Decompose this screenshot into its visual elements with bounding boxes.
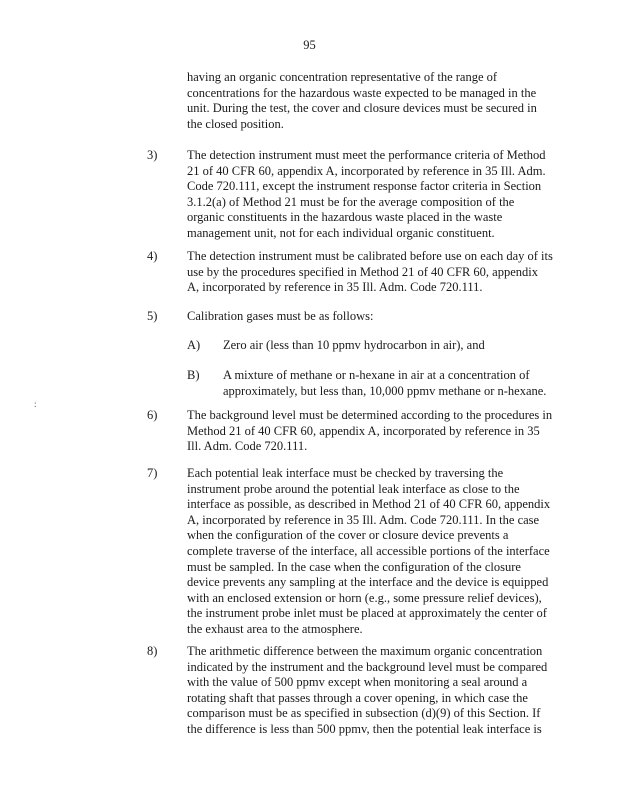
item-paragraph xyxy=(187,644,547,738)
text-line: management unit, not for each individual organic constituent. xyxy=(187,225,495,240)
text-line: interface as possible, as described in Method 21 of 40 CFR 60, appendix xyxy=(187,497,551,512)
text-line: complete traverse of the interface, all accessible portions of the interface xyxy=(187,543,550,558)
item-number: 4) xyxy=(147,249,158,263)
text-line: instrument probe around the potential leak interface as close to the xyxy=(187,481,520,496)
text-line: Each potential leak interface must be checked by traversing the xyxy=(187,466,504,480)
text-line: the closed position. xyxy=(187,116,284,131)
page-number: 95 xyxy=(303,38,316,52)
text-line: 21 of 40 CFR 60, appendix A, incorporated by reference in 35 Ill. Adm. xyxy=(187,163,546,178)
text-line: The detection instrument must be calibrated before use on each day of its xyxy=(187,249,553,263)
text-line: with an enclosed extension or horn (e.g., some pressure relief devices), xyxy=(187,590,542,605)
text-line: Calibration gases must be as follows: xyxy=(187,309,374,323)
text-line: The detection instrument must meet the performance criteria of Method xyxy=(187,148,546,162)
item-paragraph xyxy=(187,466,550,638)
text-line: Code 720.111, except the instrument response factor criteria in Section xyxy=(187,179,542,194)
text-line: having an organic concentration representative of the range of xyxy=(187,70,498,84)
subitem-letter: B) xyxy=(187,368,200,382)
text-line: 3.1.2(a) of Method 21 must be for the average composition of the xyxy=(187,194,515,209)
item-number: 5) xyxy=(147,309,158,323)
text-line: comparison must be as specified in subsection (d)(9) of this Section. If xyxy=(187,706,541,721)
text-line: Zero air (less than 10 ppmv hydrocarbon in air), and xyxy=(223,338,485,352)
text-line: device prevents any sampling at the interface and the device is equipped xyxy=(187,575,549,590)
text-line: the difference is less than 500 ppmv, then the potential leak interface is xyxy=(187,721,542,736)
text-line: A mixture of methane or n-hexane in air at a concentration of xyxy=(223,368,530,382)
text-line: rotating shaft that passes through a cover opening, in which case the xyxy=(187,690,528,705)
text-line: The background level must be determined according to the procedures in xyxy=(187,408,553,422)
item-paragraph xyxy=(187,408,552,455)
item-number: 8) xyxy=(147,644,158,658)
subitem-paragraph xyxy=(223,368,546,399)
text-line: unit. During the test, the cover and closure devices must be secured in xyxy=(187,101,537,116)
text-line: approximately, but less than, 10,000 ppmv methane or n-hexane. xyxy=(223,383,547,398)
continuation-paragraph xyxy=(187,70,537,132)
subitem-paragraph xyxy=(223,338,485,354)
text-line: with the value of 500 ppmv except when monitoring a seal around a xyxy=(187,675,528,690)
text-line: indicated by the instrument and the background level must be compared xyxy=(187,659,548,674)
text-line: A, incorporated by reference in 35 Ill. Adm. Code 720.111. xyxy=(187,280,483,295)
text-line: must be sampled. In the case when the configuration of the closure xyxy=(187,559,521,574)
text-line: the exhaust area to the atmosphere. xyxy=(187,621,363,636)
item-paragraph xyxy=(187,148,546,242)
text-line: the instrument probe inlet must be placed at approximately the center of xyxy=(187,606,547,621)
text-line: The arithmetic difference between the maximum organic concentration xyxy=(187,644,543,658)
text-line: A, incorporated by reference in 35 Ill. Adm. Code 720.111. In the case xyxy=(187,512,540,527)
item-paragraph xyxy=(187,249,553,296)
text-line: when the configuration of the cover or closure device prevents a xyxy=(187,528,509,543)
text-line: organic constituents in the hazardous waste placed in the waste xyxy=(187,210,503,225)
text-line: use by the procedures specified in Method 21 of 40 CFR 60, appendix xyxy=(187,264,538,279)
item-number: 3) xyxy=(147,148,158,162)
text-line: concentrations for the hazardous waste expected to be managed in the xyxy=(187,85,537,100)
subitem-letter: A) xyxy=(187,338,201,352)
item-number: 7) xyxy=(147,466,158,480)
item-number: 6) xyxy=(147,408,158,422)
text-line: Method 21 of 40 CFR 60, appendix A, incorporated by reference in 35 xyxy=(187,423,540,438)
margin-mark: : xyxy=(34,399,37,409)
text-line: Ill. Adm. Code 720.111. xyxy=(187,439,308,454)
item-paragraph xyxy=(187,309,373,325)
